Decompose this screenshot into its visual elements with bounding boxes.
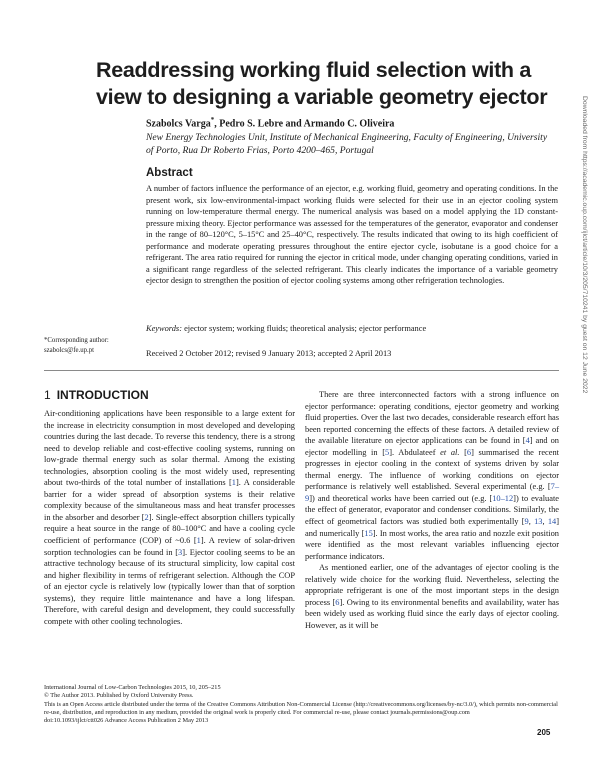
- page-number: 205: [537, 728, 551, 737]
- received-dates: Received 2 October 2012; revised 9 January 2013; accepted 2 April 2013: [146, 349, 392, 358]
- license-text: This is an Open Access article distributed under the terms of the Creative Commons Attribution Non-Commercial License (http://creativecommons.org/licenses/by-nc/3.0/), which permits non-commercial re-use, distribution, and reproduction in any medium, provided the original work is properly cited. For commercial re-use, please contact journals.permissions@oup.com: [44, 700, 558, 716]
- section-number: 1: [44, 388, 51, 402]
- citation-link[interactable]: 6: [335, 597, 340, 607]
- corresponding-label: *Corresponding author:: [44, 337, 109, 344]
- citation-link[interactable]: 15: [364, 528, 373, 538]
- keywords-text: ejector system; working fluids; theoretical analysis; ejector performance: [184, 324, 427, 333]
- section-title: INTRODUCTION: [56, 388, 149, 402]
- copyright: © The Author 2013. Published by Oxford University Press.: [44, 692, 194, 700]
- citation-link[interactable]: 13: [534, 517, 543, 527]
- page-footer: [44, 684, 560, 725]
- citation-link[interactable]: 7–9: [305, 482, 559, 503]
- keywords: [146, 324, 558, 333]
- citation-link[interactable]: 14: [547, 517, 557, 527]
- corresponding-email[interactable]: szabolcs@fe.up.pt: [44, 346, 95, 354]
- citation-link[interactable]: 3: [178, 547, 183, 557]
- citation-link[interactable]: 2: [144, 512, 149, 522]
- paragraph: There are three interconnected factors with a strong influence on ejector performance: operating conditions, ejector geometry and working fluid properties. Over the last two decades, considerable research effort has been reported concerning the effects of these factors. A detailed review of the available literature on ejector applications can be found in [4] and on ejector modelling in [5]. Abdulateef et al. [6] summarised the recent progresses in ejector cooling in the context of systems driven by solar thermal energy. The influence of working conditions on ejector performance is relatively well established. Several experimental (e.g. [7–9]) and theoretical works have been carried out (e.g. [10–12]) to evaluate the effect of generator, evaporator and condenser conditions. Similarly, the effect of geometrical factors was studied both experimentally [9, 13, 14] and numerically [15]. In most works, the area ratio and nozzle exit position were identified as the most relevant variables influencing ejector performance indicators.: [305, 390, 560, 561]
- abstract-text: A number of factors influence the performance of an ejector, e.g. working fluid, geometry and operating conditions. In the present work, six low-environmental-impact working fluids were selected for their use in an ejector cooling system running on low-temperature thermal energy. The numerical analysis was based on a model applying the 1D constant-pressure mixing theory. Ejector performance was assessed for the temperatures of the generator, evaporator and condenser in the range of 80–120°C, 5–15°C and 25–40°C, respectively. The results indicated that owing to its high coefficient of performance and moderate operating pressures throughout the entire ejector cycle, isobutane is a good choice for a refrigerant. The area ratio required for running the ejector in critical mode, under changing operating conditions, varied in a significant range regardless of the selected refrigerant. This clearly indicates the importance of a variable geometry ejector design to strengthen the position of ejector cooling systems among other refrigeration technologies.: [146, 184, 558, 286]
- citation-link[interactable]: 5: [385, 447, 390, 457]
- abstract-heading: Abstract: [146, 167, 193, 179]
- citation-link[interactable]: 1: [196, 536, 201, 546]
- doi: doi:10.1093/ijlct/ctt026 Advance Access Publication 2 May 2013: [44, 717, 209, 725]
- column-right: [305, 389, 559, 631]
- citation-link[interactable]: 4: [525, 436, 530, 446]
- section-heading: [44, 388, 149, 402]
- affiliation: New Energy Technologies Unit, Institute of Mechanical Engineering, Faculty of Engineering, University of Porto, Rua Dr Roberto Frias, Porto 4200–465, Portugal: [146, 132, 548, 156]
- paragraph: Air-conditioning applications have been responsible to a large extent for the increase in electricity consumption in most developed and developing countries during the last decade. To reverse this tendency, there is a strong need to develop reliable and cost-effective cooling systems, running on low-grade thermal energy such as solar thermal. Among the existing technologies, absorption cooling is the most widely used, representing about two-thirds of the total number of installations [1]. A considerable barrier for a wider spread of absorption systems is their relative complexity because of the simultaneous mass and heat transfer processes in the absorber and desorber [2]. Single-effect absorption chillers typically require a heat source in the range of 80–100°C and have a cooling cycle coefficient of performance (COP) of ~0.6 [1]. A review of solar-driven sorption technologies can be found in [3]. Ejector cooling seems to be an attractive technology because of its structural simplicity, low capital cost and higher flexibility in terms of refrigerant selection. Although the COP of an ejector cycle is relatively low (typically lower than that of sorption systems), they require little maintenance and have a long lifespan. Therefore, with careful design and development, they could successfully compete with other cooling technologies.: [44, 409, 296, 626]
- citation-link[interactable]: 6: [466, 447, 472, 457]
- corresponding-author: [44, 336, 134, 355]
- section-divider: [44, 370, 559, 371]
- citation-link[interactable]: 10–12: [492, 493, 514, 503]
- paragraph: As mentioned earlier, one of the advantages of ejector cooling is the relatively wide choice for the working fluid. Nevertheless, selecting the appropriate refrigerant is one of the most important steps in the design process [6]. Owing to its environmental benefits and availability, water has been widely used as working fluid since the early days of ejector cooling. However, as it will be: [305, 563, 560, 630]
- download-note: [576, 96, 594, 516]
- citation-link[interactable]: 1: [231, 478, 236, 488]
- corresponding-mark: *: [210, 116, 215, 124]
- journal-citation: International Journal of Low-Carbon Technologies 2015, 10, 205–215: [44, 684, 221, 691]
- keywords-label: Keywords:: [146, 324, 182, 333]
- citation-link[interactable]: 9: [524, 517, 529, 527]
- article-title: Readdressing working fluid selection with a view to designing a variable geometry ejector: [96, 58, 548, 109]
- italic-text: et al.: [440, 447, 460, 457]
- download-note-text: Downloaded from https://academic.oup.com/ijlct/article/10/3/205/710241 by guest on 12 June 2022: [581, 96, 588, 394]
- column-left: [44, 408, 295, 627]
- author-list: Szabolcs Varga*, Pedro S. Lebre and Armando C. Oliveira: [146, 116, 395, 130]
